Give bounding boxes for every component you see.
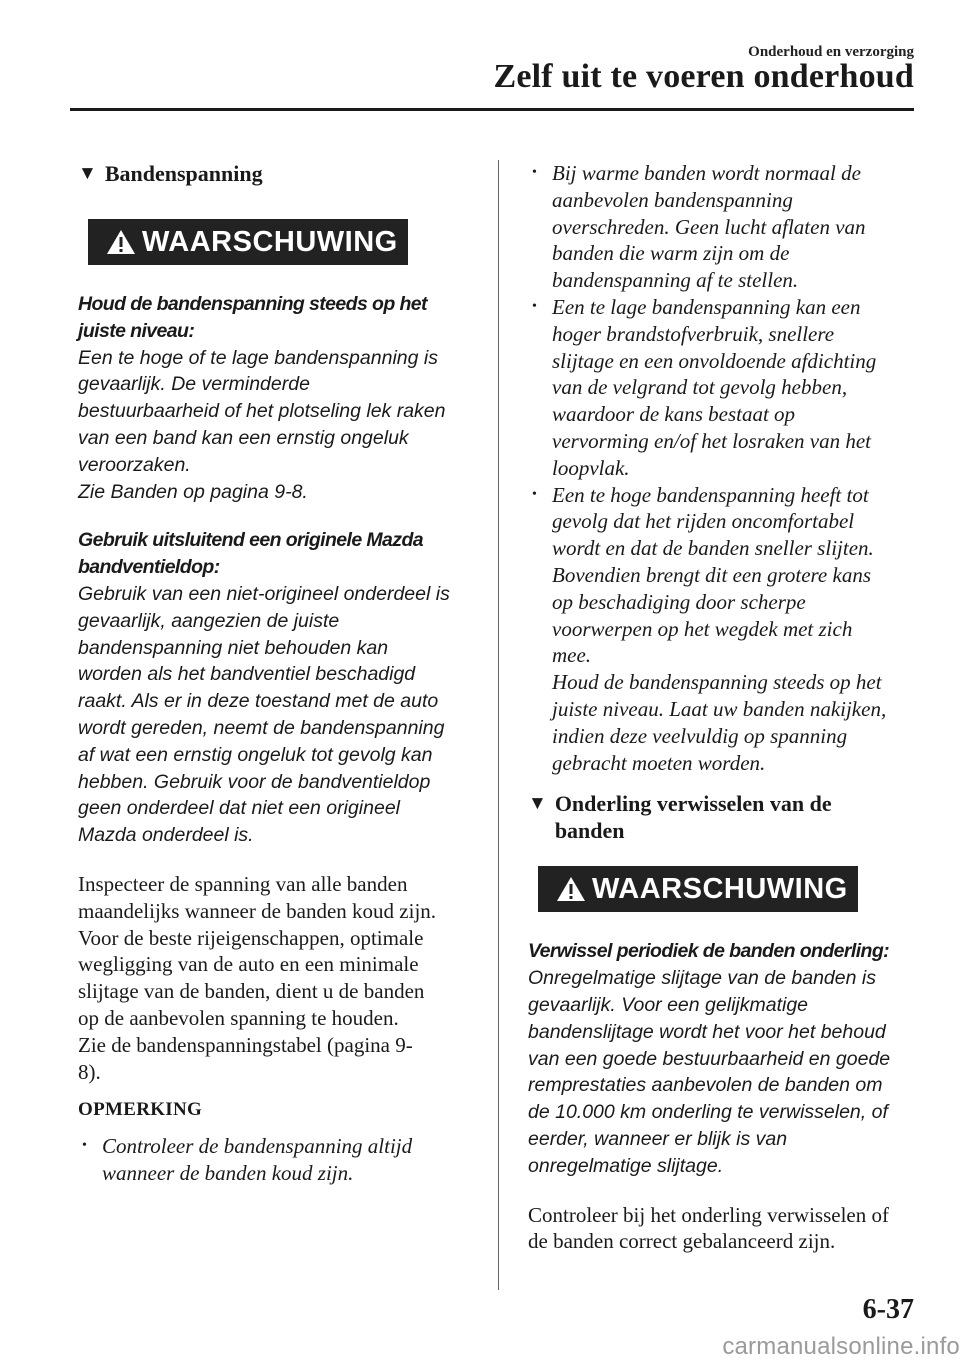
warning-block-1 (78, 291, 470, 505)
body-line: Controleer bij het onderling verwisselen of (528, 1202, 889, 1227)
note-item (78, 1133, 470, 1187)
warning-line: Zie Banden op pagina 9-8. (78, 480, 308, 503)
note-line: Bovendien brengt dit een grotere kans (552, 562, 871, 587)
warning-icon (106, 229, 136, 255)
column-divider (498, 160, 499, 1290)
note-line: voorwerpen op het wegdek met zich (552, 616, 853, 641)
warning-line: raakt. Als er in deze toestand met de auto (78, 690, 439, 713)
note-line: Houd de bandenspanning steeds op het (552, 670, 882, 695)
warning-title: Houd de bandenspanning steeds op het juiste niveau: (78, 293, 427, 342)
body-line: Inspecteer de spanning van alle banden (78, 871, 408, 896)
warning-line: eerder, wanneer er blijk is van (528, 1127, 788, 1150)
note-line: hoger brandstofverbruik, snellere (552, 321, 835, 346)
triangle-down-icon: ▼ (78, 163, 97, 184)
note-line: waardoor de kans bestaat op (552, 402, 796, 427)
note-line: juiste niveau. Laat uw banden nakijken, (552, 696, 887, 721)
bullet-icon: • (82, 1138, 87, 1154)
body-paragraph (78, 871, 470, 1085)
warning-block-2 (78, 527, 470, 849)
page-number: 6-37 (862, 1294, 914, 1325)
right-column (528, 160, 918, 1269)
bullet-icon: • (532, 486, 537, 502)
note-line: banden die warm zijn om de (552, 241, 790, 266)
note-item (528, 160, 918, 294)
warning-line: worden als het bandventiel beschadigd (78, 663, 416, 686)
warning-line: van een band kan een ernstig ongeluk (78, 426, 409, 449)
note-line: Controleer de bandenspanning altijd (102, 1134, 413, 1159)
note-line: vervorming en/of het losraken van het (552, 428, 871, 453)
note-line: wordt en dat de banden sneller slijten. (552, 536, 874, 561)
section-heading-text: Onderling verwisselen van de (554, 791, 832, 817)
section-heading-text: banden (554, 818, 625, 844)
section-heading-verwisselen (528, 790, 918, 844)
note-line: op beschadiging door scherpe (552, 589, 806, 614)
warning-badge (88, 219, 408, 265)
warning-line: Een te hoge of te lage bandenspanning is (78, 346, 438, 369)
bullet-icon: • (532, 165, 537, 180)
body-line: Voor de beste rijeigenschappen, optimale (78, 925, 424, 950)
section-heading-text: Bandenspanning (104, 161, 263, 186)
warning-title: Gebruik uitsluitend een originele Mazda bandventieldop: (78, 529, 423, 579)
warning-line: gevaarlijk. De verminderde (78, 373, 310, 396)
note-line: loopvlak. (552, 455, 630, 480)
body-line: wegligging van de auto en een minimale (78, 952, 419, 977)
warning-line: geen onderdeel dat niet een origineel (78, 797, 401, 820)
body-paragraph (528, 1202, 918, 1256)
warning-line: bandenspanning niet behouden kan (78, 636, 389, 659)
warning-line: van een goede bestuurbaarheid en goede (528, 1047, 891, 1070)
body-line: maandelijks wanneer de banden koud zijn. (78, 898, 437, 923)
note-line: indien deze veelvuldig op spanning (552, 723, 848, 748)
bullet-icon: • (532, 298, 537, 314)
warning-badge (538, 866, 858, 912)
body-line: slijtage van de banden, dient u de banden (78, 979, 425, 1004)
watermark: carmanualsonline.info (722, 1333, 960, 1360)
warning-label: WAARSCHUWING (592, 872, 848, 905)
body-line: op de aanbevolen spanning te houden. (78, 1005, 399, 1030)
note-label: OPMERKING (78, 1099, 203, 1121)
warning-line: onregelmatige slijtage. (528, 1154, 724, 1177)
note-line: overschreden. Geen lucht aflaten van (552, 214, 866, 239)
warning-line: Mazda onderdeel is. (78, 824, 254, 847)
warning-line: gevaarlijk. Voor een gelijkmatige (528, 993, 809, 1016)
warning-line: hebben. Gebruik voor de bandventieldop (78, 770, 431, 793)
warning-line: veroorzaken. (78, 453, 191, 476)
warning-line: gevaarlijk, aangezien de juiste (78, 609, 340, 632)
warning-label: WAARSCHUWING (142, 225, 398, 258)
warning-line: wordt gereden, neemt de bandenspanning (78, 716, 445, 739)
note-line: gevolg dat het rijden oncomfortabel (552, 509, 855, 534)
warning-icon (556, 876, 586, 902)
warning-line: de 10.000 km onderling te verwisselen, of (528, 1101, 888, 1124)
body-line: de banden correct gebalanceerd zijn. (528, 1229, 836, 1254)
left-column (78, 160, 470, 1187)
warning-title: Verwissel periodiek de banden onderling: (528, 940, 890, 963)
note-item (528, 482, 918, 777)
warning-line: Onregelmatige slijtage van de banden is (528, 967, 876, 990)
note-line: gebracht moeten worden. (552, 750, 766, 775)
warning-line: af wat een ernstig ongeluk tot gevolg kan (78, 743, 433, 766)
note-line: Bij warme banden wordt normaal de (552, 161, 861, 185)
warning-block-3 (528, 938, 918, 1179)
triangle-down-icon: ▼ (528, 793, 547, 815)
section-heading-bandenspanning (78, 160, 470, 187)
note-item (528, 294, 918, 482)
body-line: 8). (78, 1059, 101, 1084)
note-line: bandenspanning af te stellen. (552, 268, 799, 293)
note-line: aanbevolen bandenspanning (552, 187, 793, 212)
warning-line: Gebruik van een niet-origineel onderdeel is (78, 582, 450, 605)
note-line: van de velgrand tot gevolg hebben, (552, 375, 848, 400)
body-line: Zie de bandenspanningstabel (pagina 9- (78, 1032, 413, 1057)
warning-line: bestuurbaarheid of het plotseling lek raken (78, 400, 446, 423)
note-line: Een te lage bandenspanning kan een (552, 294, 861, 319)
header-rule (70, 108, 914, 111)
page-title: Zelf uit te voeren onderhoud (493, 58, 914, 95)
warning-line: bandenslijtage wordt het voor het behoud (528, 1020, 886, 1043)
note-line: slijtage en een onvoldoende afdichting (552, 348, 877, 373)
header-section: Onderhoud en verzorging (748, 44, 914, 60)
note-line: wanneer de banden koud zijn. (102, 1161, 354, 1186)
warning-line: remprestaties aanbevolen de banden om (528, 1074, 883, 1097)
note-line: mee. (552, 643, 592, 668)
note-line: Een te hoge bandenspanning heeft tot (552, 482, 869, 507)
